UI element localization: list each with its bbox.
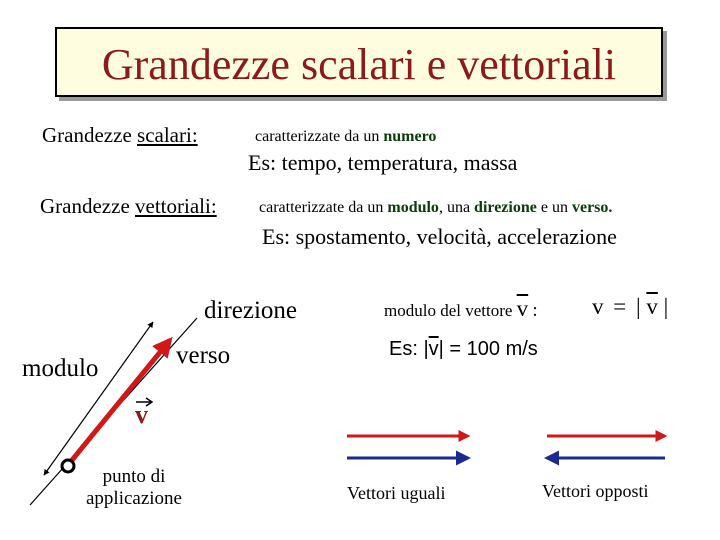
vettoriali-description: caratterizzate da un modulo, una direzione e un verso.: [259, 199, 613, 216]
modulo-keyword: modulo: [387, 199, 439, 216]
v-bar-symbol: $\overline{v}$: [516, 296, 529, 321]
verso-label: verso: [176, 342, 231, 369]
vettoriali-example: Es: spostamento, velocità, accelerazione: [262, 224, 617, 249]
scalari-example: Es: tempo, temperatura, massa: [248, 150, 518, 175]
vettoriali-label: Grandezze vettoriali:: [40, 194, 217, 218]
verso-keyword: verso.: [571, 199, 613, 216]
direzione-keyword: direzione: [474, 199, 537, 216]
modulo-double-arrow: [44, 322, 153, 475]
scalari-description: caratterizzate da un numero: [255, 128, 437, 145]
modulo-equation: v = | $\overline{v}$ |: [592, 294, 669, 319]
scalari-keyword: scalari:: [137, 123, 198, 147]
vettoriali-keyword: vettoriali:: [135, 194, 217, 218]
modulo-example: Es: $|\overline{v}| = 100$ m/s: [389, 338, 538, 360]
numero-keyword: numero: [383, 128, 437, 145]
modulo-definition: modulo del vettore $\overline{v}$ :: [384, 296, 538, 321]
opposite-vectors-label: Vettori opposti: [542, 481, 649, 501]
application-point-label: punto di applicazione: [85, 466, 182, 509]
vector-v-symbol: v: [135, 400, 148, 429]
page-title: Grandezze scalari e vettoriali: [101, 40, 617, 89]
modulo-label: modulo: [22, 355, 99, 382]
scalari-label: Grandezze scalari:: [42, 123, 198, 147]
direzione-label: direzione: [204, 297, 298, 324]
equal-vectors-label: Vettori uguali: [347, 483, 446, 503]
